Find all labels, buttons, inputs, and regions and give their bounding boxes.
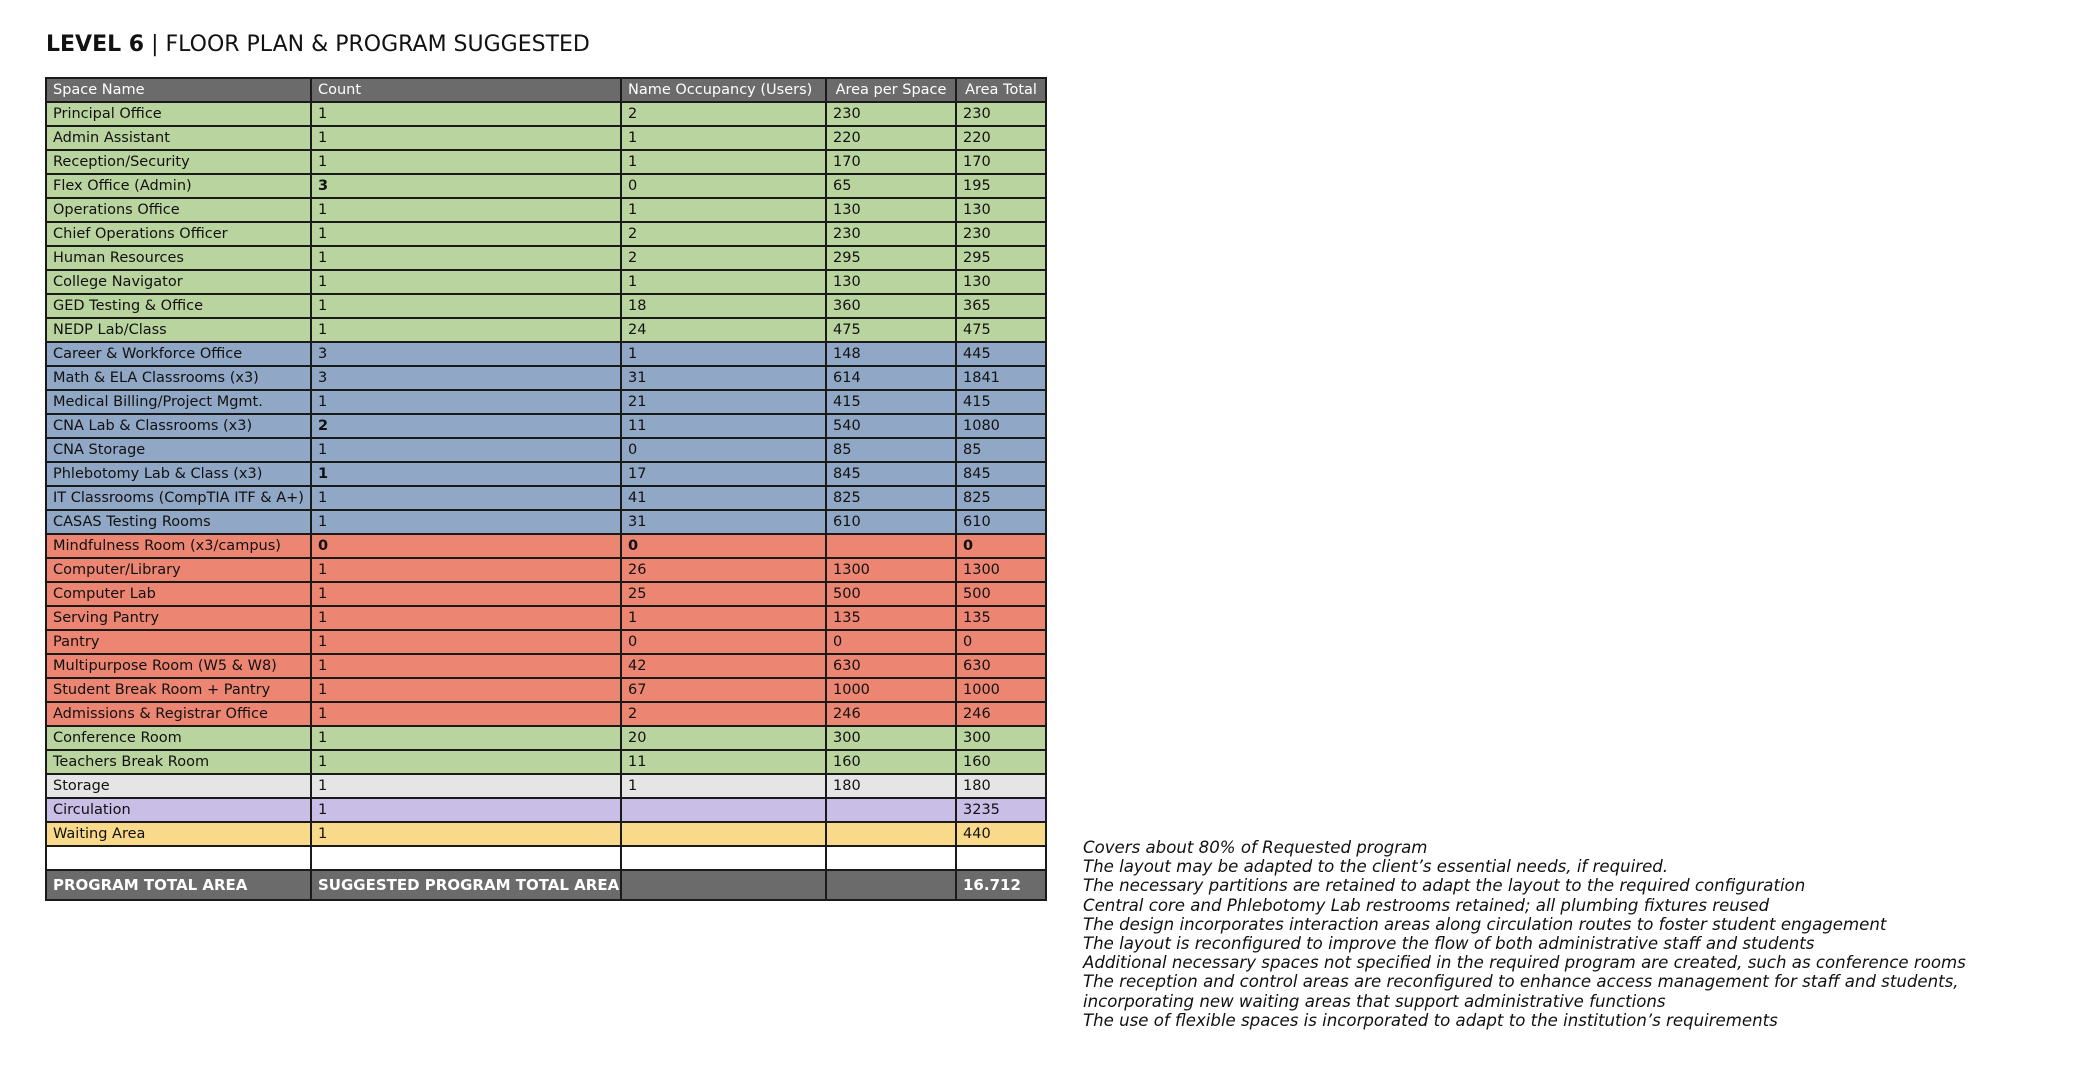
occupancy-cell: 17 [621, 462, 826, 486]
note-line: Covers about 80% of Requested program [1083, 838, 1428, 857]
count-cell: 1 [311, 630, 621, 654]
table-row [46, 246, 1046, 270]
occupancy-cell [621, 822, 826, 846]
count-cell: 1 [311, 438, 621, 462]
table-row [46, 414, 1046, 438]
area-total-cell: 180 [956, 774, 1046, 798]
area-total-cell: 220 [956, 126, 1046, 150]
count-cell: 3 [311, 174, 621, 198]
area-total-cell: 3235 [956, 798, 1046, 822]
count-cell: 1 [311, 198, 621, 222]
space-name-cell: GED Testing & Office [46, 294, 311, 318]
level-label: LEVEL 6 [46, 32, 145, 57]
space-name-cell: College Navigator [46, 270, 311, 294]
area-total-cell: 0 [956, 534, 1046, 558]
area-per-space-cell: 540 [826, 414, 956, 438]
area-per-space-cell: 230 [826, 102, 956, 126]
table-row [46, 558, 1046, 582]
table-row [46, 726, 1046, 750]
table-row [46, 318, 1046, 342]
area-total-cell: 230 [956, 222, 1046, 246]
count-cell: 1 [311, 822, 621, 846]
total-cell [826, 870, 956, 900]
table-row [46, 150, 1046, 174]
area-per-space-cell: 300 [826, 726, 956, 750]
space-name-cell: NEDP Lab/Class [46, 318, 311, 342]
count-cell [311, 846, 621, 870]
note-line: Central core and Phlebotomy Lab restrooms retained; all plumbing fixtures reused [1083, 895, 1770, 915]
occupancy-cell: 1 [621, 774, 826, 798]
count-cell: 1 [311, 750, 621, 774]
note-line: The layout is reconfigured to improve the flow of both administrative staff and students [1083, 934, 1815, 954]
occupancy-cell: 1 [621, 198, 826, 222]
space-name-cell: Pantry [46, 630, 311, 654]
area-total-cell: 825 [956, 486, 1046, 510]
space-name-cell: Teachers Break Room [46, 750, 311, 774]
note-line: incorporating new waiting areas that support administrative functions [1083, 991, 1666, 1011]
occupancy-cell: 42 [621, 654, 826, 678]
occupancy-cell: 2 [621, 702, 826, 726]
area-total-cell: 0 [956, 630, 1046, 654]
table-row [46, 462, 1046, 486]
note-line: The use of flexible spaces is incorporated to adapt to the institution’s requirements [1083, 1010, 1778, 1030]
count-cell: 1 [311, 246, 621, 270]
area-per-space-cell: 475 [826, 318, 956, 342]
occupancy-cell: 11 [621, 750, 826, 774]
area-total-cell: 440 [956, 822, 1046, 846]
area-total-cell: 1000 [956, 678, 1046, 702]
total-area-value: 16.712 [956, 870, 1046, 900]
count-cell: 1 [311, 102, 621, 126]
suggested-total-label: SUGGESTED PROGRAM TOTAL AREA [311, 870, 621, 900]
space-name-cell: CNA Storage [46, 438, 311, 462]
total-cell [621, 870, 826, 900]
area-total-cell: 845 [956, 462, 1046, 486]
area-per-space-cell: 180 [826, 774, 956, 798]
table-header-row [46, 78, 1046, 102]
table-row [46, 750, 1046, 774]
table-row [46, 222, 1046, 246]
header-count: Count [311, 78, 621, 102]
space-name-cell: Conference Room [46, 726, 311, 750]
count-cell: 1 [311, 390, 621, 414]
occupancy-cell: 11 [621, 414, 826, 438]
space-name-cell: Serving Pantry [46, 606, 311, 630]
space-name-cell: Human Resources [46, 246, 311, 270]
area-per-space-cell: 415 [826, 390, 956, 414]
space-name-cell: CNA Lab & Classrooms (x3) [46, 414, 311, 438]
area-total-cell: 1841 [956, 366, 1046, 390]
count-cell: 1 [311, 294, 621, 318]
area-total-cell: 130 [956, 198, 1046, 222]
count-cell: 1 [311, 774, 621, 798]
area-per-space-cell: 230 [826, 222, 956, 246]
occupancy-cell: 1 [621, 126, 826, 150]
title-text: FLOOR PLAN & PROGRAM SUGGESTED [165, 32, 590, 57]
occupancy-cell [621, 798, 826, 822]
program-notes [1083, 838, 1966, 1030]
space-name-cell: Reception/Security [46, 150, 311, 174]
count-cell: 0 [311, 534, 621, 558]
count-cell: 1 [311, 510, 621, 534]
header-space-name: Space Name [46, 78, 311, 102]
table-row [46, 822, 1046, 846]
program-table [45, 77, 1047, 901]
count-cell: 1 [311, 582, 621, 606]
note-line: The necessary partitions are retained to adapt the layout to the required configuration [1083, 876, 1806, 896]
area-total-cell: 610 [956, 510, 1046, 534]
space-name-cell: IT Classrooms (CompTIA ITF & A+) [46, 486, 311, 510]
occupancy-cell: 2 [621, 222, 826, 246]
area-per-space-cell: 0 [826, 630, 956, 654]
count-cell: 3 [311, 342, 621, 366]
area-per-space-cell: 148 [826, 342, 956, 366]
space-name-cell: Storage [46, 774, 311, 798]
occupancy-cell: 1 [621, 606, 826, 630]
space-name-cell: Career & Workforce Office [46, 342, 311, 366]
area-total-cell: 475 [956, 318, 1046, 342]
table-row [46, 510, 1046, 534]
table-row [46, 342, 1046, 366]
table-row [46, 270, 1046, 294]
area-per-space-cell [826, 846, 956, 870]
area-total-cell [956, 846, 1046, 870]
space-name-cell: Circulation [46, 798, 311, 822]
count-cell: 1 [311, 702, 621, 726]
area-total-cell: 170 [956, 150, 1046, 174]
count-cell: 1 [311, 726, 621, 750]
header-area-total: Area Total [956, 78, 1046, 102]
area-total-cell: 195 [956, 174, 1046, 198]
area-total-cell: 300 [956, 726, 1046, 750]
occupancy-cell: 20 [621, 726, 826, 750]
space-name-cell: Student Break Room + Pantry [46, 678, 311, 702]
occupancy-cell: 21 [621, 390, 826, 414]
space-name-cell: Operations Office [46, 198, 311, 222]
header-area-per-space: Area per Space [826, 78, 956, 102]
table-row [46, 126, 1046, 150]
occupancy-cell: 0 [621, 174, 826, 198]
space-name-cell: Medical Billing/Project Mgmt. [46, 390, 311, 414]
page-title [46, 32, 590, 57]
area-per-space-cell [826, 822, 956, 846]
space-name-cell: Computer/Library [46, 558, 311, 582]
occupancy-cell: 0 [621, 534, 826, 558]
space-name-cell: Admin Assistant [46, 126, 311, 150]
space-name-cell: Admissions & Registrar Office [46, 702, 311, 726]
area-per-space-cell: 500 [826, 582, 956, 606]
space-name-cell: Chief Operations Officer [46, 222, 311, 246]
count-cell: 2 [311, 414, 621, 438]
space-name-cell: Waiting Area [46, 822, 311, 846]
area-total-cell: 295 [956, 246, 1046, 270]
area-total-cell: 500 [956, 582, 1046, 606]
table-row [46, 582, 1046, 606]
area-total-cell: 85 [956, 438, 1046, 462]
occupancy-cell: 2 [621, 246, 826, 270]
occupancy-cell: 31 [621, 510, 826, 534]
area-total-cell: 445 [956, 342, 1046, 366]
space-name-cell: Phlebotomy Lab & Class (x3) [46, 462, 311, 486]
note-line: The layout may be adapted to the client’s essential needs, if required. [1083, 857, 1669, 877]
table-row [46, 702, 1046, 726]
occupancy-cell: 1 [621, 150, 826, 174]
table-row [46, 534, 1046, 558]
count-cell: 1 [311, 486, 621, 510]
total-row [46, 870, 1046, 900]
table-body [46, 102, 1046, 870]
occupancy-cell: 67 [621, 678, 826, 702]
count-cell: 1 [311, 126, 621, 150]
table-row [46, 294, 1046, 318]
area-per-space-cell: 246 [826, 702, 956, 726]
count-cell: 1 [311, 150, 621, 174]
area-per-space-cell: 614 [826, 366, 956, 390]
space-name-cell: Mindfulness Room (x3/campus) [46, 534, 311, 558]
area-total-cell: 1300 [956, 558, 1046, 582]
area-per-space-cell: 65 [826, 174, 956, 198]
area-per-space-cell: 360 [826, 294, 956, 318]
occupancy-cell: 1 [621, 270, 826, 294]
occupancy-cell [621, 846, 826, 870]
table-row [46, 102, 1046, 126]
occupancy-cell: 18 [621, 294, 826, 318]
area-per-space-cell: 85 [826, 438, 956, 462]
total-label: PROGRAM TOTAL AREA [46, 870, 311, 900]
table-row [46, 774, 1046, 798]
area-per-space-cell: 610 [826, 510, 956, 534]
space-name-cell: Multipurpose Room (W5 & W8) [46, 654, 311, 678]
occupancy-cell: 2 [621, 102, 826, 126]
space-name-cell: CASAS Testing Rooms [46, 510, 311, 534]
occupancy-cell: 31 [621, 366, 826, 390]
area-per-space-cell: 1300 [826, 558, 956, 582]
area-per-space-cell: 135 [826, 606, 956, 630]
table-row [46, 678, 1046, 702]
area-total-cell: 160 [956, 750, 1046, 774]
table-row [46, 846, 1046, 870]
header-occupancy: Name Occupancy (Users) [621, 78, 826, 102]
table-row [46, 798, 1046, 822]
area-per-space-cell: 160 [826, 750, 956, 774]
area-per-space-cell: 130 [826, 198, 956, 222]
table-row [46, 366, 1046, 390]
count-cell: 1 [311, 318, 621, 342]
count-cell: 1 [311, 798, 621, 822]
occupancy-cell: 0 [621, 438, 826, 462]
area-total-cell: 1080 [956, 414, 1046, 438]
area-per-space-cell: 220 [826, 126, 956, 150]
area-per-space-cell: 845 [826, 462, 956, 486]
occupancy-cell: 41 [621, 486, 826, 510]
area-total-cell: 130 [956, 270, 1046, 294]
table-row [46, 630, 1046, 654]
occupancy-cell: 1 [621, 342, 826, 366]
area-total-cell: 230 [956, 102, 1046, 126]
note-line: The design incorporates interaction areas along circulation routes to foster student engagement [1083, 914, 1887, 934]
area-total-cell: 246 [956, 702, 1046, 726]
space-name-cell: Math & ELA Classrooms (x3) [46, 366, 311, 390]
space-name-cell: Flex Office (Admin) [46, 174, 311, 198]
table-row [46, 438, 1046, 462]
area-per-space-cell: 825 [826, 486, 956, 510]
title-separator: | [144, 32, 166, 57]
occupancy-cell: 25 [621, 582, 826, 606]
area-total-cell: 365 [956, 294, 1046, 318]
occupancy-cell: 24 [621, 318, 826, 342]
occupancy-cell: 0 [621, 630, 826, 654]
count-cell: 1 [311, 462, 621, 486]
space-name-cell: Computer Lab [46, 582, 311, 606]
area-total-cell: 630 [956, 654, 1046, 678]
count-cell: 1 [311, 606, 621, 630]
count-cell: 1 [311, 270, 621, 294]
area-per-space-cell: 630 [826, 654, 956, 678]
table-row [46, 198, 1046, 222]
area-per-space-cell: 1000 [826, 678, 956, 702]
table-row [46, 174, 1046, 198]
table-row [46, 606, 1046, 630]
count-cell: 1 [311, 678, 621, 702]
area-per-space-cell [826, 534, 956, 558]
table-row [46, 390, 1046, 414]
count-cell: 1 [311, 558, 621, 582]
area-total-cell: 135 [956, 606, 1046, 630]
area-per-space-cell: 170 [826, 150, 956, 174]
count-cell: 1 [311, 654, 621, 678]
table-row [46, 486, 1046, 510]
area-per-space-cell: 295 [826, 246, 956, 270]
area-per-space-cell: 130 [826, 270, 956, 294]
note-line: The reception and control areas are reconfigured to enhance access management for staff and students, [1083, 972, 1959, 992]
count-cell: 1 [311, 222, 621, 246]
count-cell: 3 [311, 366, 621, 390]
table-row [46, 654, 1046, 678]
area-per-space-cell [826, 798, 956, 822]
space-name-cell [46, 846, 311, 870]
occupancy-cell: 26 [621, 558, 826, 582]
space-name-cell: Principal Office [46, 102, 311, 126]
note-line: Additional necessary spaces not specified in the required program are created, such as conference rooms [1083, 953, 1966, 973]
area-total-cell: 415 [956, 390, 1046, 414]
